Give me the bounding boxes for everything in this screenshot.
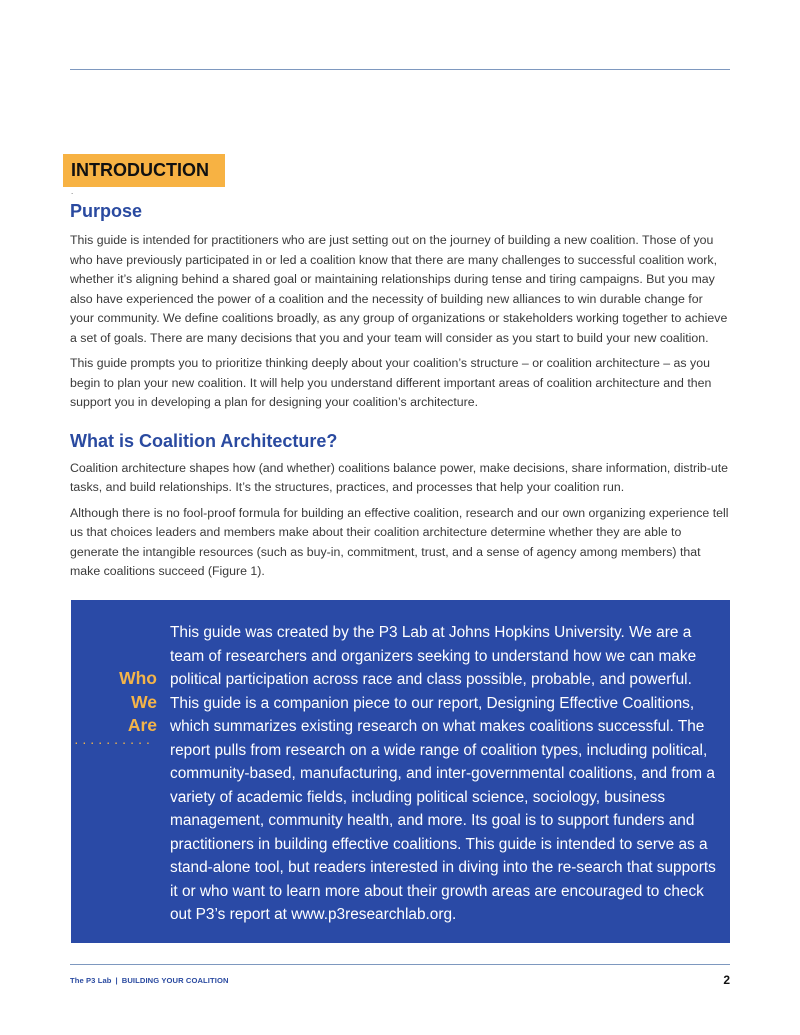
section-tag: INTRODUCTION: [63, 154, 225, 187]
callout-dotted-divider: ··········: [74, 737, 154, 747]
callout-heading-line-2: We: [131, 691, 157, 712]
page-number: 2: [723, 973, 730, 987]
purpose-paragraph-2: This guide prompts you to prioritize thinking deeply about your coalition’s structure – or coalition architecture – as you begin to plan your new coalition. It will help you understand different important areas of coalition architecture and then support you in developing a plan for designing your coalition’s architecture.: [70, 356, 712, 409]
callout-body: This guide was created by the P3 Lab at Johns Hopkins University. We are a team of researchers and organizers seeking to understand how we can make political participation across race and class possible, probable, and powerful. This guide is a companion piece to our report, Designing Effective Coalitions, which summarizes existing research on what makes coalitions successful. The report pulls from research on a wide range of coalition types, including political, community-based, manufacturing, and inter-governmental coalitions, and from a variety of academic fields, including political science, sociology, business management, community health, and more. Its goal is to support funders and practitioners in building effective coalitions. This guide is intended to serve as a stand-alone tool, but readers interested in diving into the re-search that supports it or who want to learn more about their growth areas are encouraged to check out P3’s report at www.p3researchlab.org.: [170, 624, 716, 923]
main-content: [70, 200, 730, 582]
footer-org: The P3 Lab: [70, 976, 112, 985]
purpose-paragraph-1: This guide is intended for practitioners who are just setting out on the journey of building a new coalition. Those of you who have previously participated in or led a coalition know that there are many challenges to successful coalition work, whether it’s aligning behind a shared goal or maintaining relationships during tense and tiring campaigns. But you may also have experienced the power of a coalition and the necessity of building new alliances to win durable change for your community. We define coalitions broadly, as any group of organizations or stakeholders working together to achieve a set of goals. There are many decisions that you and your team will consider as you start to build your new coalition.: [70, 233, 728, 345]
callout-heading-line-3: Are: [127, 715, 157, 735]
footer-doc-title: BUILDING YOUR COALITION: [121, 976, 229, 985]
callout-heading: [71, 667, 157, 738]
footer-separator: |: [115, 976, 118, 985]
architecture-paragraph-1: Coalition architecture shapes how (and whether) coalitions balance power, make decisions, share information, distrib-ute tasks, and build relationships. It’s the structures, practices, and processes that help your coalition run.: [70, 460, 728, 494]
architecture-heading: What is Coalition Architecture?: [70, 430, 338, 451]
callout-heading-line-1: Who: [119, 668, 157, 688]
footer-rule: [70, 964, 730, 965]
purpose-heading: Purpose: [70, 201, 143, 221]
architecture-paragraph-2: Although there is no fool-proof formula for building an effective coalition, research and our own organizing experience tell us that choices leaders and members make about their coalition architecture determine whether they are able to generate the intangible resources (such as buy-in, commitment, trust, and a sense of agency among members) that make coalitions succeed (Figure 1).: [70, 505, 729, 578]
stray-mark: .: [71, 187, 74, 196]
footer-running-title: [70, 976, 229, 986]
who-we-are-callout: [71, 600, 730, 943]
header-rule: [70, 69, 730, 70]
